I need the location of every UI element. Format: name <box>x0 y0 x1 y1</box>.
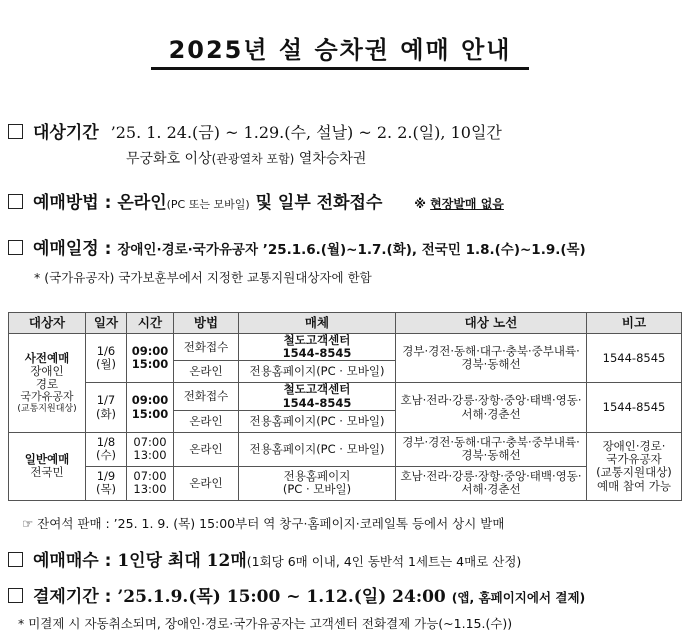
general-reservation-group <box>9 432 86 500</box>
time-text: 15:00 <box>131 406 169 421</box>
checkbox-icon <box>8 240 23 255</box>
media-cell: 전용홈페이지(PC · 모바일) <box>239 432 396 466</box>
note-mark-icon: ※ <box>414 197 426 211</box>
general-note-line: 예매 참여 가능 <box>597 478 671 493</box>
table-row <box>9 383 682 410</box>
method-online: 온라인 <box>117 193 167 213</box>
time-text: 09:00 <box>131 393 169 408</box>
media-cell <box>239 334 396 361</box>
schedule-value: 장애인·경로·국가유공자 ’25.1.6.(월)~1.7.(화), 전국민 1.8.(수)~1.9.(목) <box>117 242 586 258</box>
count-section <box>8 546 521 571</box>
day-text: (수) <box>95 448 117 463</box>
media-text: 1544-8545 <box>282 395 352 410</box>
target-detail-tail: 열차승차권 <box>298 151 367 167</box>
general-note-cell <box>587 432 682 500</box>
schedule-table <box>8 312 682 501</box>
page-title-wrap <box>120 30 560 70</box>
day-text: (월) <box>95 357 117 372</box>
date-text: 1/6 <box>96 344 116 358</box>
date-cell <box>86 334 127 383</box>
date-cell <box>86 466 127 500</box>
payment-detail: (앱, 홈페이지에서 결제) <box>451 590 586 605</box>
count-value: 1인당 최대 12매 <box>117 551 247 571</box>
note-cell: 1544-8545 <box>587 334 682 383</box>
general-note-line: 국가유공자 <box>606 452 662 467</box>
media-text: (PC · 모바일) <box>282 482 352 497</box>
checkbox-icon <box>8 588 23 603</box>
media-text: 철도고객센터 <box>283 333 351 347</box>
pre-group-title: 사전예매 <box>24 350 70 365</box>
count-detail: (1회당 6매 이내, 4인 동반석 1세트는 4매로 산정) <box>246 554 522 569</box>
target-detail-main: 무궁화호 이상 <box>126 151 212 167</box>
header-time: 시간 <box>127 313 174 334</box>
time-text: 15:00 <box>131 357 169 372</box>
method-tail: 및 일부 전화접수 <box>255 193 383 213</box>
route-cell: 호남·전라·강릉·장항·중앙·태백·영동·서해·경춘선 <box>396 466 587 500</box>
route-cell: 경부·경전·동해·대구·충북·중부내륙·경북·동해선 <box>396 334 587 383</box>
time-text: 07:00 <box>133 469 167 484</box>
date-text: 1/7 <box>96 393 116 408</box>
remaining-seats-note: ☞ 잔여석 판매 : ’25. 1. 9. (목) 15:00부터 역 창구·홈페이지·코레일톡 등에서 상시 발매 <box>22 516 505 531</box>
time-text: 13:00 <box>133 482 167 497</box>
note-cell: 1544-8545 <box>587 383 682 432</box>
method-cell: 온라인 <box>174 361 239 383</box>
payment-section <box>8 582 585 607</box>
media-cell <box>239 466 396 500</box>
table-row <box>9 432 682 466</box>
media-text: 전용홈페이지 <box>283 469 351 484</box>
pre-group-line3: 국가유공자 <box>20 390 74 404</box>
header-target: 대상자 <box>9 313 86 334</box>
time-text: 13:00 <box>133 448 167 463</box>
method-cell: 전화접수 <box>174 334 239 361</box>
date-cell <box>86 432 127 466</box>
target-period-value: ’25. 1. 24.(금) ~ 1.29.(수, 설날) ~ 2. 2.(일), 10일간 <box>110 123 502 142</box>
time-text: 09:00 <box>131 344 169 358</box>
payment-footnote: * 미결제 시 자동취소되며, 장애인·경로·국가유공자는 고객센터 전화결제 가능(~1.15.(수)) <box>18 616 513 631</box>
method-note-text: 현장발매 없음 <box>430 197 504 211</box>
checkbox-icon <box>8 552 23 567</box>
media-text: 철도고객센터 <box>283 382 351 397</box>
time-cell <box>127 432 174 466</box>
checkbox-icon <box>8 194 23 209</box>
header-date: 일자 <box>86 313 127 334</box>
day-text: (화) <box>95 406 117 421</box>
general-note-line: 장애인·경로· <box>602 438 666 453</box>
date-cell <box>86 383 127 432</box>
target-period-label: 대상기간 <box>33 123 99 143</box>
method-cell: 온라인 <box>174 466 239 500</box>
header-route: 대상 노선 <box>396 313 587 334</box>
method-cell: 온라인 <box>174 410 239 432</box>
pre-group-line1: 장애인 <box>30 363 64 378</box>
table-row <box>9 334 682 361</box>
method-cell: 온라인 <box>174 432 239 466</box>
time-cell <box>127 383 174 432</box>
general-note-line: (교통지원대상) <box>596 465 672 480</box>
method-note <box>414 197 504 211</box>
route-cell: 경부·경전·동해·대구·충북·중부내륙·경북·동해선 <box>396 432 587 466</box>
schedule-section: 예매일정 : 장애인·경로·국가유공자 ’25.1.6.(월)~1.7.(화), 전국민 1.8.(수)~1.9.(목) <box>8 234 586 259</box>
day-text: (목) <box>95 482 117 497</box>
date-text: 1/9 <box>96 469 116 484</box>
checkbox-icon <box>8 124 23 139</box>
method-section: 예매방법 : 온라인(PC 또는 모바일) 및 일부 전화접수 ※ 현장발매 없음 <box>8 188 504 213</box>
media-cell: 전용홈페이지(PC · 모바일) <box>239 410 396 432</box>
time-cell <box>127 334 174 383</box>
general-group-title: 일반예매 <box>24 452 70 467</box>
header-media: 매체 <box>239 313 396 334</box>
payment-value: ’25.1.9.(목) 15:00 ~ 1.12.(일) 24:00 <box>117 587 446 607</box>
target-period-section <box>8 118 502 143</box>
schedule-footnote: * (국가유공자) 국가보훈부에서 지정한 교통지원대상자에 한함 <box>34 270 372 285</box>
time-text: 07:00 <box>133 435 167 450</box>
pre-group-line4: (교통지원대상) <box>17 403 77 414</box>
payment-label: 결제기간 : <box>33 587 112 607</box>
method-cell: 전화접수 <box>174 383 239 410</box>
pre-reservation-group <box>9 334 86 433</box>
header-method: 방법 <box>174 313 239 334</box>
media-cell <box>239 383 396 410</box>
method-online-paren: (PC 또는 모바일) <box>166 198 250 211</box>
table-row <box>9 466 682 500</box>
header-note: 비고 <box>587 313 682 334</box>
method-label: 예매방법 <box>33 193 99 213</box>
time-cell <box>127 466 174 500</box>
page-title: 2025년 설 승차권 예매 안내 <box>151 30 530 70</box>
target-detail-paren: (관광열차 포함) <box>211 152 295 166</box>
general-group-line1: 전국민 <box>30 465 64 480</box>
route-cell: 호남·전라·강릉·장항·중앙·태백·영동·서해·경춘선 <box>396 383 587 432</box>
table-header-row <box>9 313 682 334</box>
schedule-label: 예매일정 <box>33 239 99 259</box>
media-text: 1544-8545 <box>282 346 352 361</box>
media-cell: 전용홈페이지(PC · 모바일) <box>239 361 396 383</box>
count-label: 예매매수 : <box>33 551 112 571</box>
date-text: 1/8 <box>96 435 116 450</box>
target-period-detail <box>126 148 366 168</box>
pre-group-line2: 경로 <box>35 377 59 392</box>
